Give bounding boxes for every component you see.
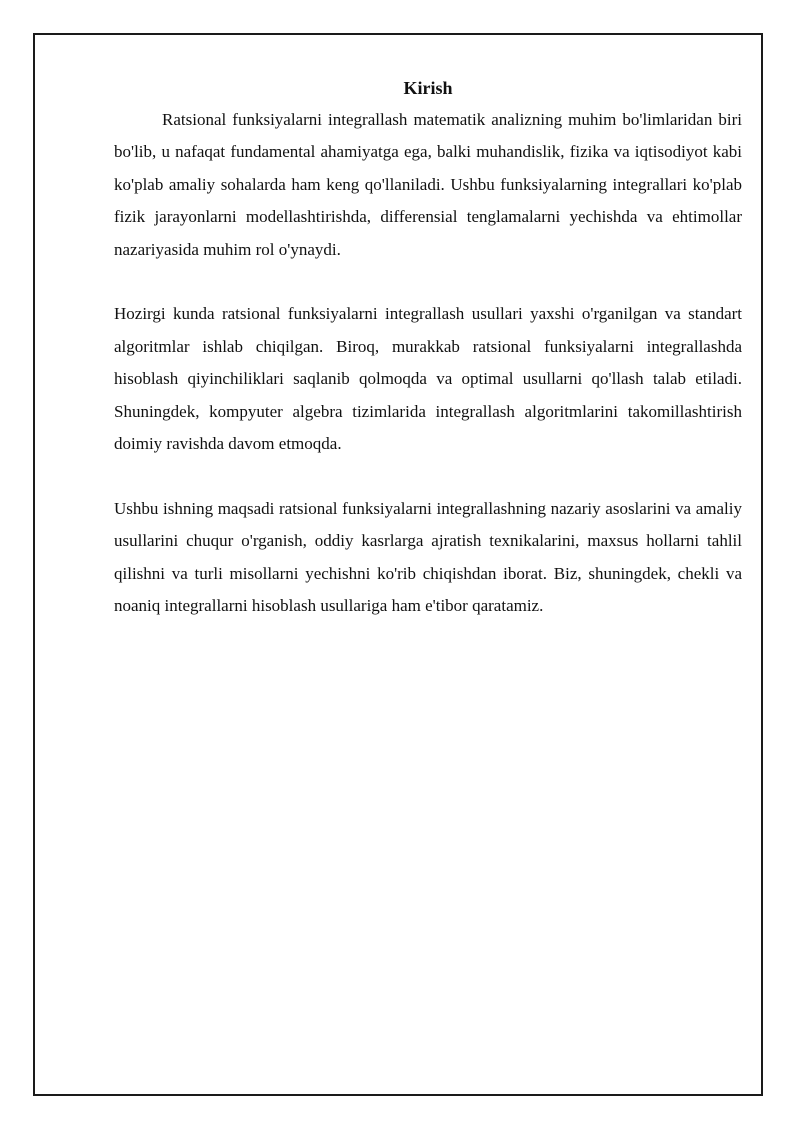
paragraph-spacer [114, 266, 742, 298]
paragraph-2: Hozirgi kunda ratsional funksiyalarni integrallash usullari yaxshi o'rganilgan va standart algoritmlar ishlab chiqilgan. Biroq, murakkab ratsional funksiyalarni integrallashda hisoblash qiyinchiliklari saqlanib qolmoqda va optimal usullarni qo'llash talab etiladi. Shuningdek, kompyuter algebra tizimlarida integrallash algoritmlarini takomillashtirish doimiy ravishda davom etmoqda. [114, 304, 742, 454]
section-title: Kirish [403, 78, 453, 98]
document-body [114, 74, 742, 622]
paragraph-3: Ushbu ishning maqsadi ratsional funksiyalarni integrallashning nazariy asoslarini va amaliy usullarini chuqur o'rganish, oddiy kasrlarga ajratish texnikalarini, maxsus hollarni tahlil qilishni va turli misollarni yechishni ko'rib chiqishdan iborat. Biz, shuningdek, chekli va noaniq integrallarni hisoblash usullariga ham e'tibor qaratamiz. [114, 498, 742, 616]
paragraph-spacer [114, 460, 742, 492]
paragraph-1: Ratsional funksiyalarni integrallash matematik analizning muhim bo'limlaridan biri bo'lib, u nafaqat fundamental ahamiyatga ega, balki muhandislik, fizika va iqtisodiyot kabi ko'plab amaliy sohalarda ham keng qo'llaniladi. Ushbu funksiyalarning integrallari ko'plab fizik jarayonlarni modellashtirishda, differensial tenglamalarni yechishda va ehtimollar nazariyasida muhim rol o'ynaydi. [114, 110, 742, 259]
